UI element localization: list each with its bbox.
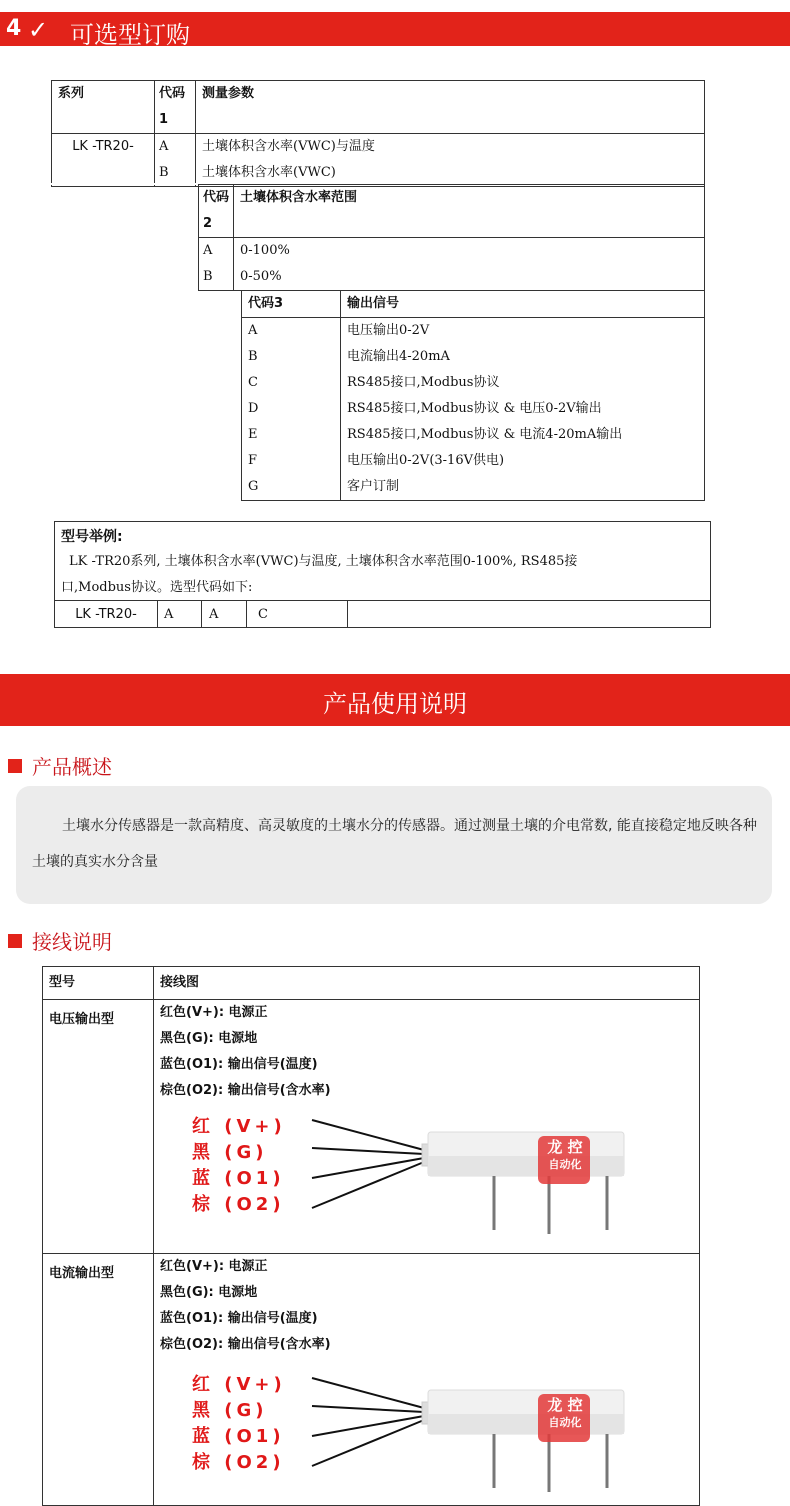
code1-cell xyxy=(155,134,196,187)
sensor-probe-image xyxy=(304,1366,634,1504)
code3-d-desc: RS485接口,Modbus协议 & 电压0-2V输出 xyxy=(347,401,602,416)
section-header-order xyxy=(0,12,790,49)
wiring-table xyxy=(42,966,700,1506)
section-header-usage xyxy=(0,674,790,726)
brand-text-2: 自动化 xyxy=(548,1158,582,1171)
wire-label-g: 黑 (G) xyxy=(192,1400,268,1421)
brand-text-1: 龙 控 xyxy=(547,1138,583,1156)
wire-label-o1: 蓝 (O1) xyxy=(192,1168,285,1189)
wire-line-black: 黑色(G): 电源地 xyxy=(160,1031,258,1046)
overview-heading-text: 产品概述 xyxy=(32,755,112,779)
wire-line-brown: 棕色(O2): 输出信号(含水率) xyxy=(160,1083,331,1098)
brand-watermark xyxy=(540,1138,590,1174)
brand-watermark xyxy=(540,1396,590,1432)
wire-label-o2: 棕 (O2) xyxy=(192,1194,285,1215)
code3-desc-cell xyxy=(341,318,705,501)
order-table-code1 xyxy=(51,80,705,187)
code3-g: G xyxy=(248,479,259,494)
order-table-code2 xyxy=(198,184,705,291)
code3-cell xyxy=(242,318,341,501)
code1-b: B xyxy=(159,165,169,180)
code3-c-desc: RS485接口,Modbus协议 xyxy=(347,375,500,390)
code3-g-desc: 客户订制 xyxy=(347,479,400,494)
wire-label-o2: 棕 (O2) xyxy=(192,1452,285,1473)
section-number: 4 xyxy=(6,16,22,41)
code2-a: A xyxy=(203,243,213,258)
wire-line-red: 红色(V+): 电源正 xyxy=(160,1005,268,1020)
wiring-heading-text: 接线说明 xyxy=(32,930,112,954)
code1-a-desc: 土壤体积含水率(VWC)与温度 xyxy=(202,139,375,154)
series-value: LK -TR20- xyxy=(52,134,155,187)
code1-desc-cell xyxy=(196,134,705,187)
code3-a-desc: 电压输出0-2V xyxy=(347,323,430,338)
code1-b-desc: 土壤体积含水率(VWC) xyxy=(202,165,336,180)
wiring-model-voltage: 电压输出型 xyxy=(43,1000,154,1254)
wire-label-g: 黑 (G) xyxy=(192,1142,268,1163)
code3-f: F xyxy=(248,453,258,468)
usage-title: 产品使用说明 xyxy=(323,690,467,718)
order-table-code3 xyxy=(241,290,705,501)
example-series: LK -TR20- xyxy=(55,601,158,628)
code3-e: E xyxy=(248,427,258,442)
header-code3: 代码3 xyxy=(242,291,341,318)
model-example-box xyxy=(54,521,711,628)
brand-text-2: 自动化 xyxy=(548,1416,582,1429)
wire-line-black: 黑色(G): 电源地 xyxy=(160,1285,258,1300)
code2-b-desc: 0-50% xyxy=(240,269,282,284)
header-code1: 代码1 xyxy=(155,81,196,134)
wire-label-v-plus: 红 (V+) xyxy=(192,1116,286,1137)
wiring-header-model: 型号 xyxy=(43,967,154,1000)
header-param: 测量参数 xyxy=(196,81,705,134)
code3-d: D xyxy=(248,401,259,416)
wire-labels xyxy=(192,1112,286,1216)
header-range: 土壤体积含水率范围 xyxy=(234,185,705,238)
code3-c: C xyxy=(248,375,258,390)
header-code2: 代码2 xyxy=(199,185,234,238)
code1-a: A xyxy=(159,139,169,154)
wiring-model-current: 电流输出型 xyxy=(43,1254,154,1506)
example-code-row xyxy=(55,600,710,628)
code3-f-desc: 电压输出0-2V(3-16V供电) xyxy=(347,453,505,468)
brand-text-1: 龙 控 xyxy=(547,1396,583,1414)
overview-panel xyxy=(16,786,772,904)
example-text-1: LK -TR20系列, 土壤体积含水率(VWC)与温度, 土壤体积含水率范围0-100%, RS485接 xyxy=(69,554,578,569)
code2-desc-cell xyxy=(234,238,705,291)
sensor-probe-image xyxy=(304,1108,634,1248)
overview-text: 土壤水分传感器是一款高精度、高灵敏度的土壤水分的传感器。通过测量土壤的介电常数, 能直接稳定地反映各种土壤的真实水分含量 xyxy=(32,818,757,870)
example-code3: C xyxy=(248,601,348,628)
example-code1: A xyxy=(158,601,202,628)
wire-label-o1: 蓝 (O1) xyxy=(192,1426,285,1447)
example-text-2: 口,Modbus协议。选型代码如下: xyxy=(61,580,253,595)
wiring-diagram-voltage xyxy=(154,1000,700,1254)
overview-heading xyxy=(8,751,112,780)
code2-a-desc: 0-100% xyxy=(240,243,290,258)
wire-labels xyxy=(192,1370,286,1474)
header-output: 输出信号 xyxy=(341,291,705,318)
code2-cell xyxy=(199,238,234,291)
square-bullet-icon xyxy=(8,759,22,773)
section-title: 可选型订购 xyxy=(70,21,190,49)
wire-label-v-plus: 红 (V+) xyxy=(192,1374,286,1395)
example-code2: A xyxy=(203,601,247,628)
code2-b: B xyxy=(203,269,213,284)
header-series: 系列 xyxy=(52,81,155,134)
wiring-heading xyxy=(8,926,112,955)
wire-line-red: 红色(V+): 电源正 xyxy=(160,1259,268,1274)
example-title: 型号举例: xyxy=(61,529,123,545)
code3-a: A xyxy=(248,323,258,338)
wiring-header-diagram: 接线图 xyxy=(154,967,700,1000)
wire-line-blue: 蓝色(O1): 输出信号(温度) xyxy=(160,1311,318,1326)
wire-line-blue: 蓝色(O1): 输出信号(温度) xyxy=(160,1057,318,1072)
checkmark-icon: ✓ xyxy=(28,16,49,44)
wire-line-brown: 棕色(O2): 输出信号(含水率) xyxy=(160,1337,331,1352)
code3-e-desc: RS485接口,Modbus协议 & 电流4-20mA输出 xyxy=(347,427,623,442)
square-bullet-icon xyxy=(8,934,22,948)
code3-b: B xyxy=(248,349,258,364)
wiring-diagram-current xyxy=(154,1254,700,1506)
code3-b-desc: 电流输出4-20mA xyxy=(347,349,450,364)
